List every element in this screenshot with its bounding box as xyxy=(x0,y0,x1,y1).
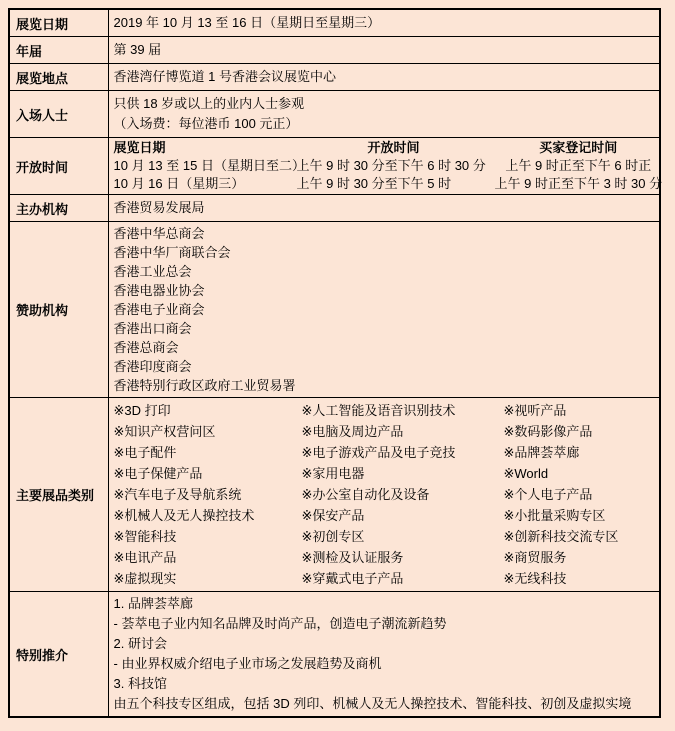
opening-hours-cell xyxy=(108,138,663,195)
category-item: ※保安产品 xyxy=(301,508,365,523)
row-label-venue: 展览地点 xyxy=(9,64,108,91)
highlight-line: - 荟萃电子业内知名品牌及时尚产品，创造电子潮流新趋势 xyxy=(113,616,447,631)
schedule-row2-date: 10 月 16 日（星期三） xyxy=(113,176,245,191)
row-label-highlights: 特别推介 xyxy=(9,592,108,718)
sponsor-item: 香港印度商会 xyxy=(113,359,192,374)
category-item: ※无线科技 xyxy=(503,571,567,586)
category-item: ※World xyxy=(503,466,549,481)
row-categories xyxy=(9,398,660,592)
sponsors-list xyxy=(108,222,660,398)
edition-value: 第 39 届 xyxy=(108,37,660,64)
categories-cell xyxy=(108,398,660,592)
row-highlights xyxy=(9,592,660,718)
row-venue xyxy=(9,64,660,91)
category-item: ※创新科技交流专区 xyxy=(503,529,619,544)
category-item: ※智能科技 xyxy=(113,529,177,544)
category-item: ※电讯产品 xyxy=(113,550,177,565)
highlight-line: 2. 研讨会 xyxy=(113,636,167,651)
category-item: ※虚拟现实 xyxy=(113,571,177,586)
schedule-row1-open: 上午 9 时 30 分至下午 6 时 30 分 xyxy=(296,158,486,173)
schedule-header-date: 展览日期 xyxy=(113,140,166,155)
category-item: ※测检及认证服务 xyxy=(301,550,404,565)
category-item: ※人工智能及语音识别技术 xyxy=(301,403,456,418)
admission-line-2: （入场费：每位港币 100 元正） xyxy=(113,116,299,131)
opening-hours-schedule xyxy=(109,138,663,194)
row-label-exhibition-date: 展览日期 xyxy=(9,9,108,37)
category-item: ※穿戴式电子产品 xyxy=(301,571,404,586)
schedule-row1-date: 10 月 13 至 15 日（星期日至二） xyxy=(113,158,305,173)
row-sponsors xyxy=(9,222,660,398)
organizer-value: 香港贸易发展局 xyxy=(108,195,660,222)
category-item: ※视听产品 xyxy=(503,403,567,418)
category-item: ※电子保健产品 xyxy=(113,466,203,481)
highlights-list xyxy=(108,592,660,718)
highlight-line: - 由业界权威介绍电子业市场之发展趋势及商机 xyxy=(113,656,382,671)
category-item: ※商贸服务 xyxy=(503,550,567,565)
admission-value xyxy=(108,91,660,138)
category-item: ※电子游戏产品及电子竞技 xyxy=(301,445,456,460)
schedule-row2-open: 上午 9 时 30 分至下午 5 时 xyxy=(296,176,452,191)
categories-grid xyxy=(109,398,660,591)
row-exhibition-date xyxy=(9,9,660,37)
row-label-opening-hours: 开放时间 xyxy=(9,138,108,195)
row-edition xyxy=(9,37,660,64)
row-label-edition: 年届 xyxy=(9,37,108,64)
category-item: ※数码影像产品 xyxy=(503,424,593,439)
category-item: ※3D 打印 xyxy=(113,403,171,418)
schedule-header-open: 开放时间 xyxy=(367,140,420,155)
highlight-line: 1. 品牌荟萃廊 xyxy=(113,596,193,611)
category-item: ※小批量采购专区 xyxy=(503,508,606,523)
categories-column-3 xyxy=(499,400,660,589)
row-label-categories: 主要展品类别 xyxy=(9,398,108,592)
admission-line-1: 只供 18 岁或以上的业内人士参观 xyxy=(113,96,305,111)
sponsor-item: 香港中华厂商联合会 xyxy=(113,245,231,260)
row-organizer xyxy=(9,195,660,222)
row-admission xyxy=(9,91,660,138)
category-item: ※初创专区 xyxy=(301,529,365,544)
sponsor-item: 香港电子业商会 xyxy=(113,302,205,317)
sponsor-item: 香港中华总商会 xyxy=(113,226,205,241)
highlight-line: 由五个科技专区组成，包括 3D 列印、机械人及无人操控技术、智能科技、初创及虚拟实境 xyxy=(113,696,632,711)
category-item: ※知识产权营问区 xyxy=(113,424,216,439)
sponsor-item: 香港电器业协会 xyxy=(113,283,205,298)
schedule-row1-registration: 上午 9 时正至下午 6 时正 xyxy=(505,158,652,173)
schedule-header-registration: 买家登记时间 xyxy=(539,140,618,155)
categories-column-2 xyxy=(297,400,499,589)
categories-column-1 xyxy=(109,400,297,589)
category-item: ※汽车电子及导航系统 xyxy=(113,487,242,502)
category-item: ※办公室自动化及设备 xyxy=(301,487,430,502)
sponsor-item: 香港工业总会 xyxy=(113,264,192,279)
highlight-line: 3. 科技馆 xyxy=(113,676,167,691)
category-item: ※电子配件 xyxy=(113,445,177,460)
row-label-organizer: 主办机构 xyxy=(9,195,108,222)
sponsor-item: 香港特别行政区政府工业贸易署 xyxy=(113,378,296,393)
category-item: ※个人电子产品 xyxy=(503,487,593,502)
sponsor-item: 香港出口商会 xyxy=(113,321,192,336)
category-item: ※电脑及周边产品 xyxy=(301,424,404,439)
sponsor-item: 香港总商会 xyxy=(113,340,179,355)
schedule-row2-registration: 上午 9 时正至下午 3 时 30 分 xyxy=(494,176,663,191)
row-label-admission: 入场人士 xyxy=(9,91,108,138)
row-opening-hours xyxy=(9,138,660,195)
exhibition-info-table xyxy=(8,8,661,718)
row-label-sponsors: 赞助机构 xyxy=(9,222,108,398)
category-item: ※家用电器 xyxy=(301,466,365,481)
category-item: ※品牌荟萃廊 xyxy=(503,445,580,460)
exhibition-date-value: 2019 年 10 月 13 至 16 日（星期日至星期三） xyxy=(108,9,660,37)
venue-value: 香港湾仔博览道 1 号香港会议展览中心 xyxy=(108,64,660,91)
category-item: ※机械人及无人操控技术 xyxy=(113,508,255,523)
